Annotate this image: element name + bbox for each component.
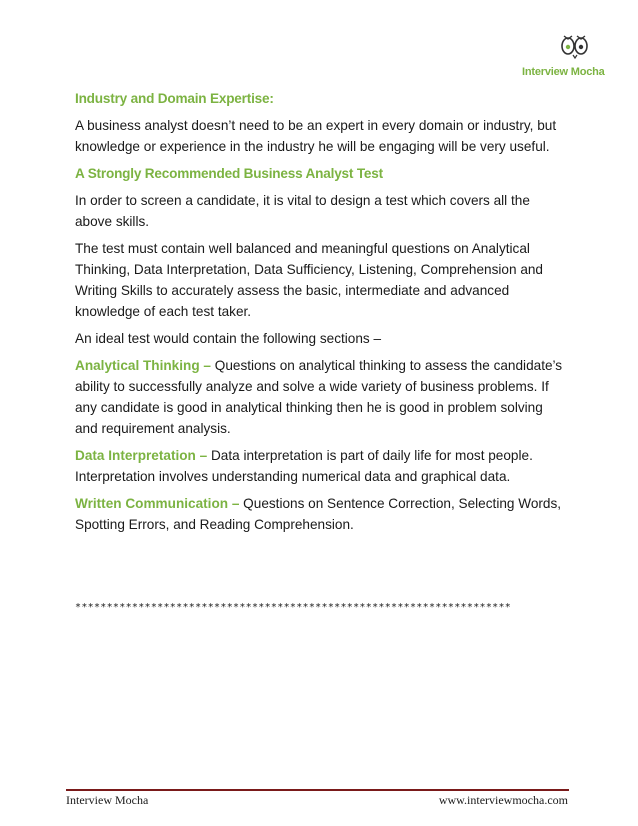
brand-logo: [522, 30, 622, 80]
test-contents-paragraph: The test must contain well balanced and meaningful questions on Analytical Thinking, Data Interpretation, Data Sufficiency, Listening, Comprehension and Writing Skills to accurately assess the basic, intermediate and advanced knowledge of each test taker.: [75, 241, 543, 319]
test-heading: A Strongly Recommended Business Analyst Test: [75, 166, 383, 181]
industry-heading: Industry and Domain Expertise:: [75, 91, 274, 106]
document-body: [75, 88, 565, 541]
owl-logo-icon: [560, 30, 590, 60]
analytical-section: [75, 355, 565, 439]
data-interpretation-text: Data interpretation is part of daily life for most people. Interpretation involves understanding numerical data and graphical data.: [75, 448, 533, 484]
ideal-test-paragraph: An ideal test would contain the following sections –: [75, 331, 382, 346]
data-interpretation-section: [75, 445, 565, 487]
analytical-label: Analytical Thinking –: [75, 358, 211, 373]
written-communication-label: Written Communication –: [75, 496, 240, 511]
footer-company: Interview Mocha: [66, 793, 149, 807]
written-communication-section: [75, 493, 565, 535]
separator-line: *********************************************************************: [75, 602, 512, 613]
data-interpretation-label: Data Interpretation –: [75, 448, 208, 463]
test-intro-paragraph: In order to screen a candidate, it is vital to design a test which covers all the above skills.: [75, 193, 530, 229]
footer-website: www.interviewmocha.com: [438, 793, 568, 807]
written-communication-text: Questions on Sentence Correction, Selecting Words, Spotting Errors, and Reading Comprehension.: [75, 496, 562, 532]
analytical-text: Questions on analytical thinking to assess the candidate’s ability to successfully analyze and solve a wide variety of business problems. If any candidate is good in analytical thinking then he is good in problem solving and requirement analysis.: [75, 358, 563, 436]
industry-paragraph: A business analyst doesn’t need to be an expert in every domain or industry, but knowledge or experience in the industry he will be engaging will be very useful.: [75, 118, 557, 154]
footer-rule: [66, 789, 569, 791]
brand-name: Interview Mocha: [522, 66, 605, 78]
